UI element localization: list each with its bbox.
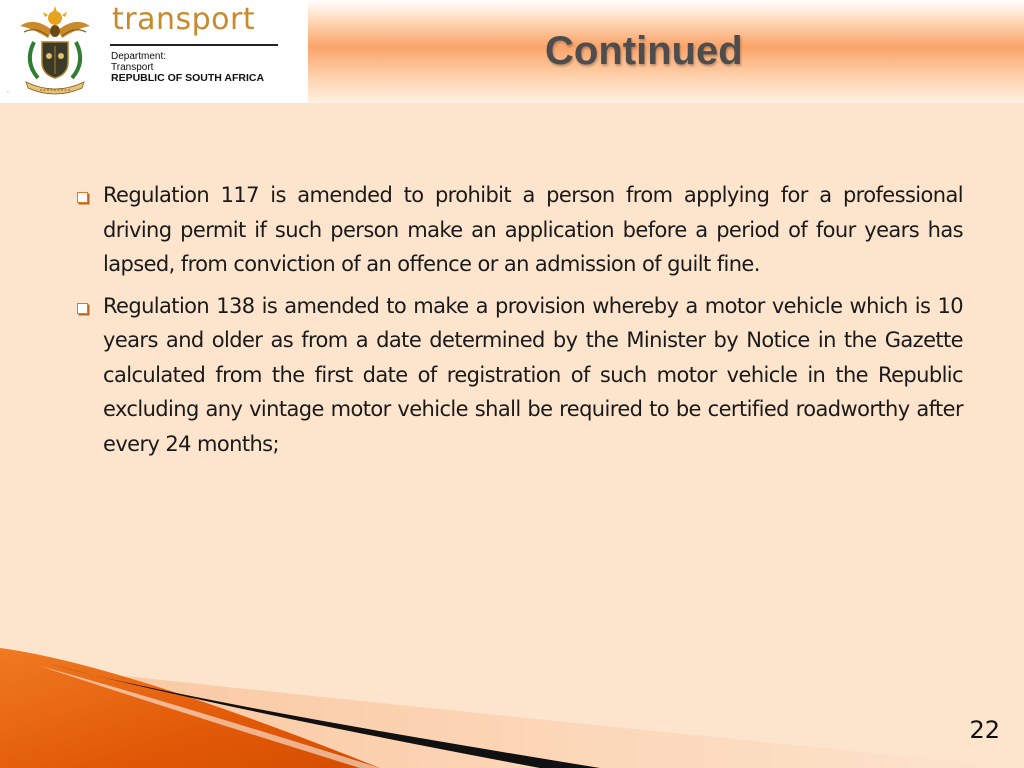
country-name: REPUBLIC OF SOUTH AFRICA bbox=[111, 72, 265, 84]
department-label: Department: bbox=[111, 51, 167, 62]
department-name bbox=[111, 51, 264, 84]
stray-mark: . bbox=[7, 87, 9, 94]
brand-wordmark: transport bbox=[112, 2, 256, 37]
bottom-swoosh-decoration bbox=[0, 640, 1024, 768]
coat-of-arms-icon bbox=[14, 4, 96, 96]
bullet-item bbox=[76, 289, 963, 462]
bullet-list bbox=[76, 178, 963, 468]
square-bullet-icon bbox=[77, 303, 88, 314]
slide-title: Continued bbox=[545, 29, 743, 73]
department-transport: Transport bbox=[111, 62, 154, 73]
brand-divider bbox=[110, 44, 278, 46]
page-number: 22 bbox=[969, 716, 1000, 744]
department-logo bbox=[0, 0, 308, 103]
bullet-text: Regulation 117 is amended to prohibit a person from applying for a professional driving permit if such person make an application before a period of four years has lapsed, from conviction of an offence or an admission of guilt fine. bbox=[103, 183, 963, 276]
bullet-text: Regulation 138 is amended to make a provision whereby a motor vehicle which is 10 years and older as from a date determined by the Minister by Notice in the Gazette calculated from the first date of registration of such motor vehicle in the Republic excluding any vintage motor vehicle shall be required to be certified roadworthy after every 24 months; bbox=[103, 293, 963, 456]
bullet-item bbox=[76, 178, 963, 282]
square-bullet-icon bbox=[77, 192, 88, 203]
